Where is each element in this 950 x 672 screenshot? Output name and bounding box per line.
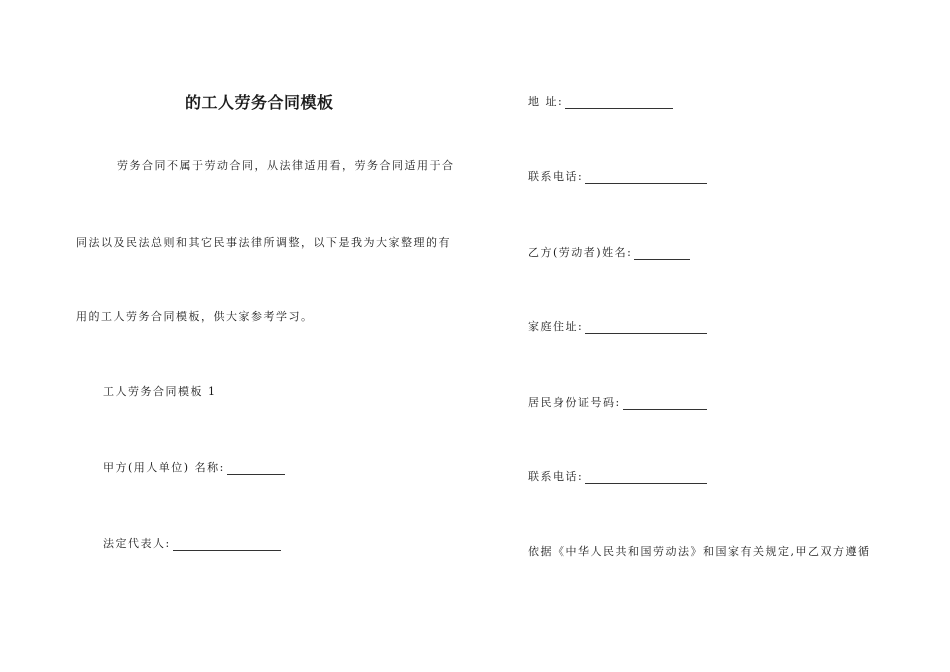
party-a-name-blank [227,464,285,475]
party-b-name-blank [634,249,690,260]
template-heading: 工人劳务合同模板 1 [103,385,217,398]
phone-field-2 [528,468,707,484]
home-address-field [528,318,707,334]
id-number-blank [623,399,707,410]
phone-field-1 [528,168,707,184]
party-b-name-label: 乙方(劳动者)姓名: [528,246,633,259]
party-b-name-field [528,244,690,260]
party-a-name-field [103,459,285,475]
intro-paragraph-line-2: 同法以及民法总则和其它民事法律所调整，以下是我为大家整理的有 [76,236,451,249]
home-address-label: 家庭住址: [528,320,584,333]
address-field [528,93,673,109]
legal-representative-label: 法定代表人: [103,537,171,550]
legal-representative-blank [173,540,281,551]
home-address-blank [585,323,707,334]
legal-representative-field [103,535,281,551]
intro-paragraph-line-1: 劳务合同不属于劳动合同，从法律适用看，劳务合同适用于合 [117,159,455,172]
phone-blank-1 [585,173,707,184]
document-title: 的工人劳务合同模板 [185,93,334,112]
intro-paragraph-line-3: 用的工人劳务合同模板，供大家参考学习。 [76,310,314,323]
party-a-name-label: 甲方(用人单位) 名称: [103,461,225,474]
id-number-label: 居民身份证号码: [528,396,621,409]
address-blank [565,98,673,109]
address-label: 地 址: [528,95,564,108]
phone-label-1: 联系电话: [528,170,584,183]
phone-blank-2 [585,473,707,484]
id-number-field [528,394,707,410]
phone-label-2: 联系电话: [528,470,584,483]
legal-basis-line: 依据《中华人民共和国劳动法》和国家有关规定,甲乙双方遵循 [528,545,871,558]
